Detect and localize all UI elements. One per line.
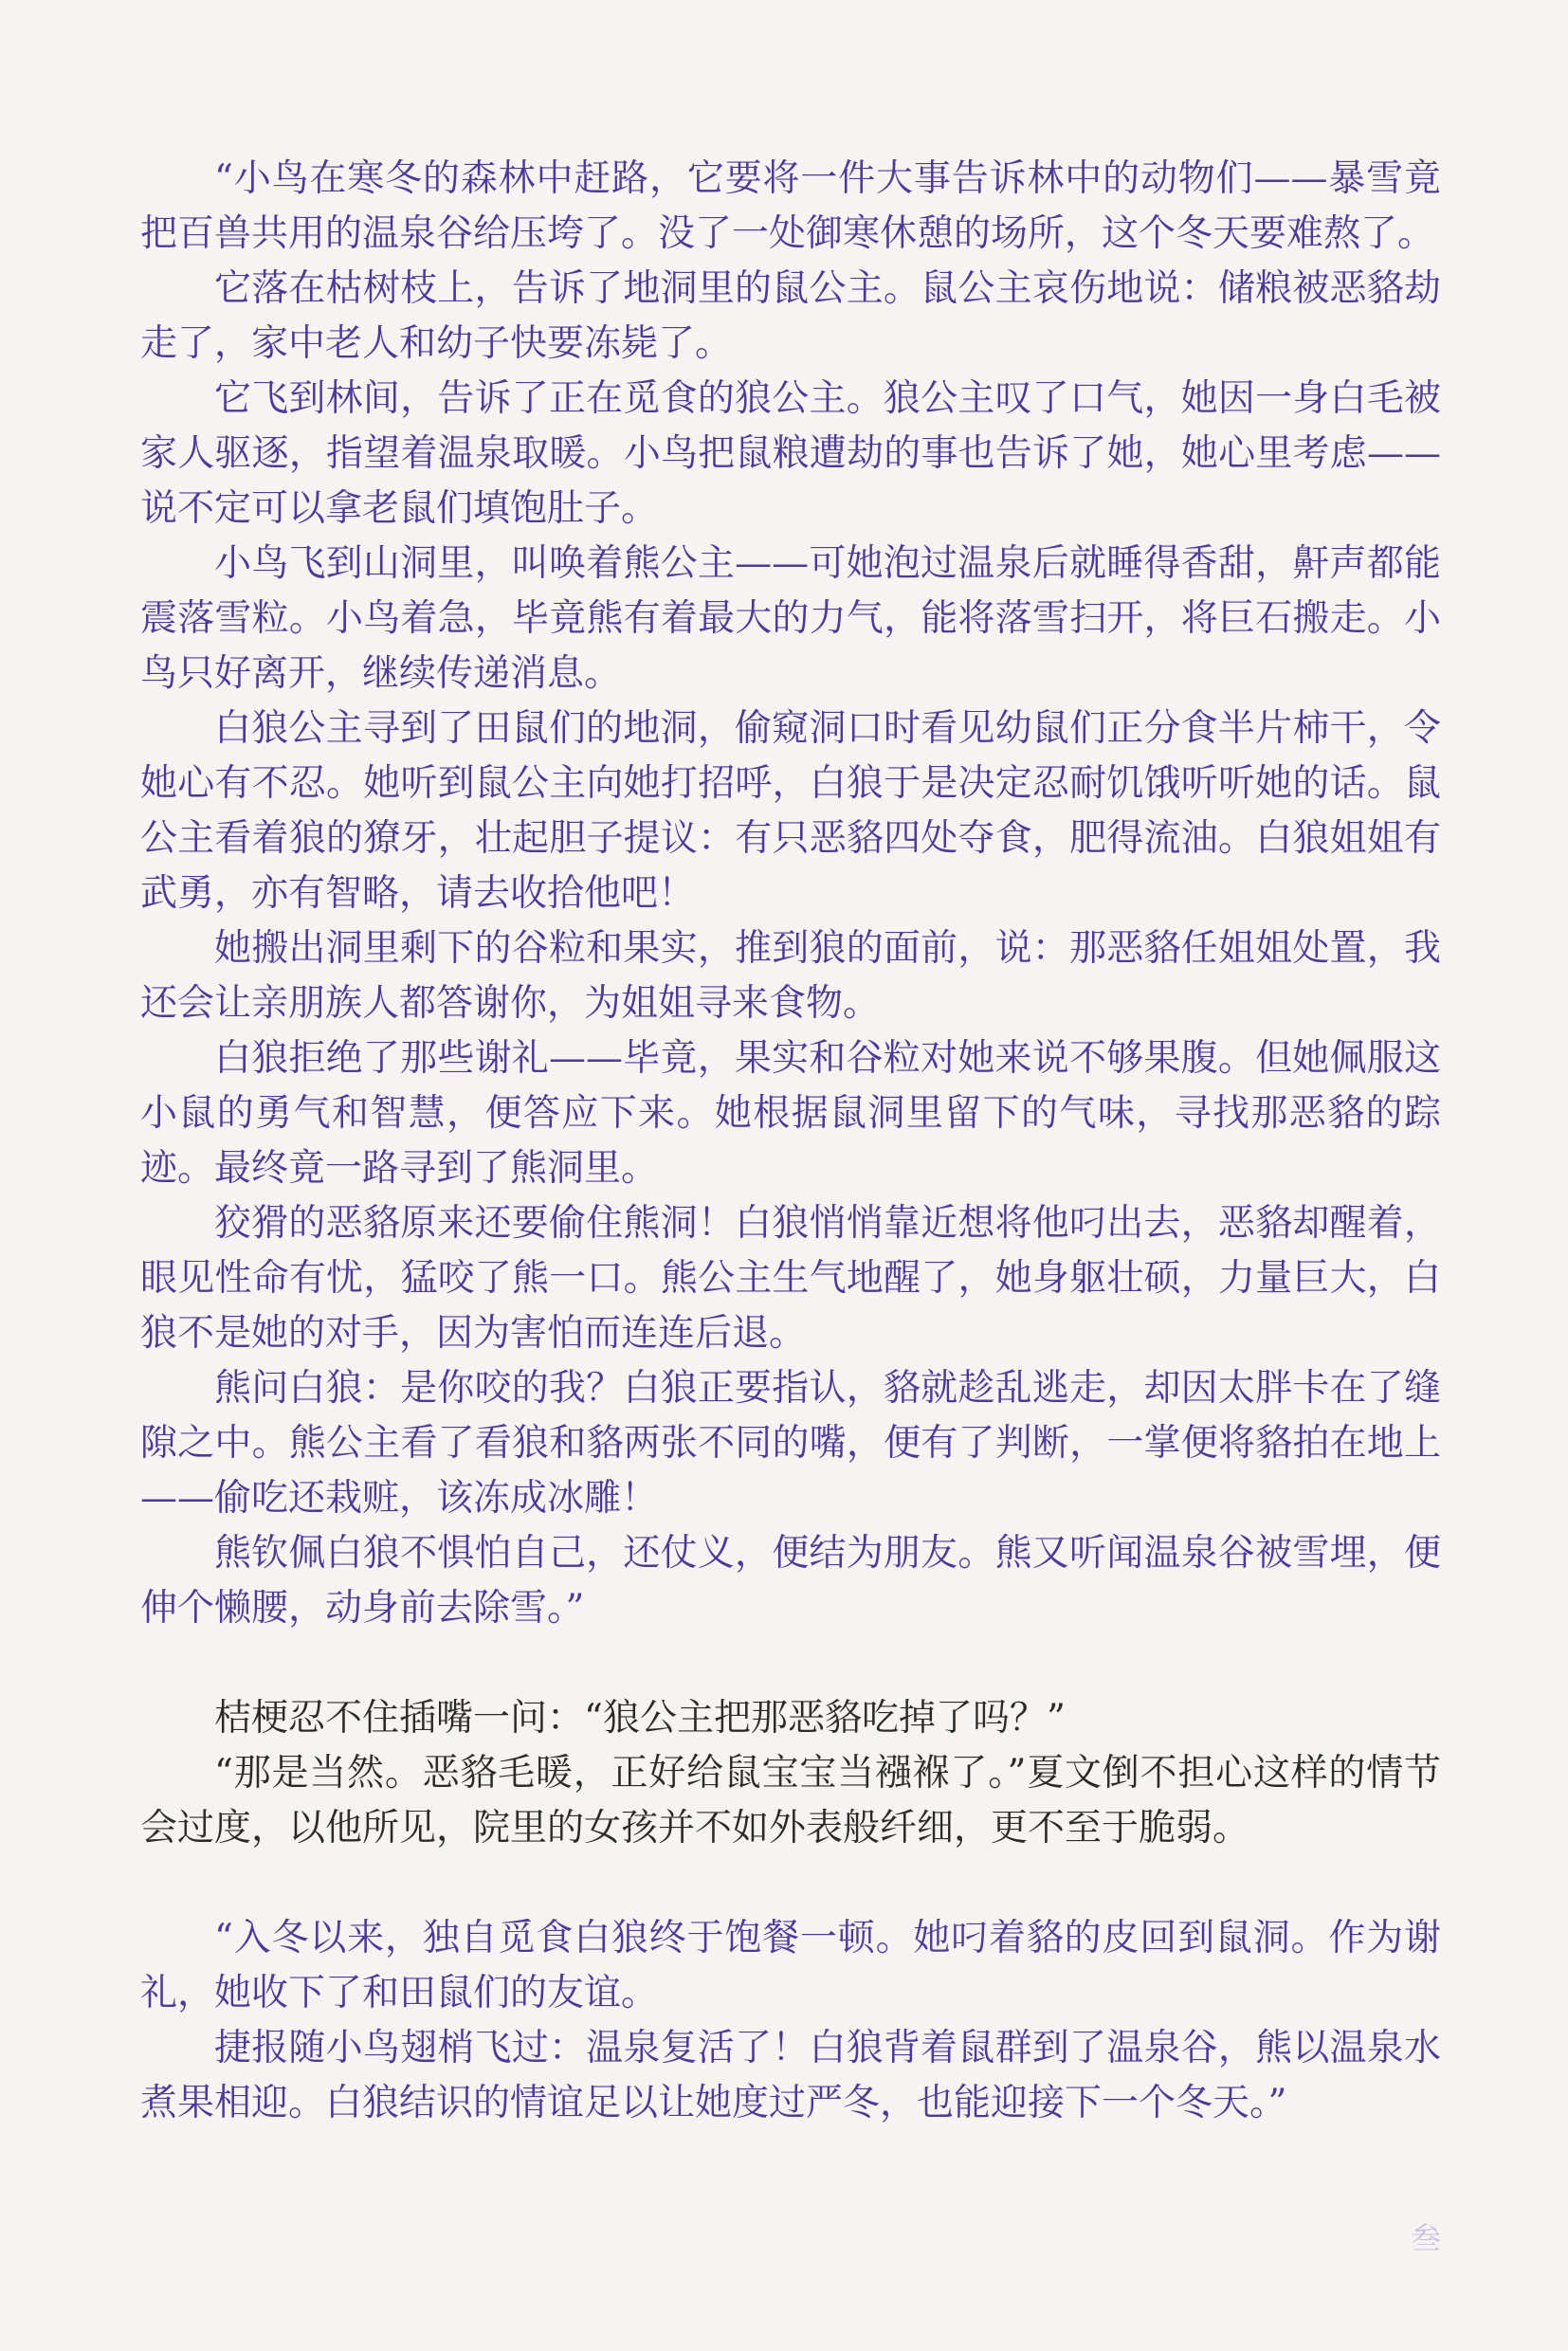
page-number: 叁 [1411, 2220, 1442, 2256]
story-paragraph: 白狼拒绝了那些谢礼——毕竟，果实和谷粒对她来说不够果腹。但她佩服这小鼠的勇气和智慧，便答应下来。她根据鼠洞里留下的气味，寻找那恶貉的踪迹。最终竟一路寻到了熊洞里。 [140, 1037, 1441, 1190]
narration-section [140, 1691, 1441, 1856]
story-paragraph: 狡猾的恶貉原来还要偷住熊洞！白狼悄悄靠近想将他叼出去，恶貉却醒着，眼见性命有忧，猛咬了熊一口。熊公主生气地醒了，她身躯壮硕，力量巨大，白狼不是她的对手，因为害怕而连连后退。 [140, 1202, 1441, 1355]
story-paragraph: 小鸟飞到山洞里，叫唤着熊公主——可她泡过温泉后就睡得香甜，鼾声都能震落雪粒。小鸟着急，毕竟熊有着最大的力气，能将落雪扫开，将巨石搬走。小鸟只好离开，继续传递消息。 [140, 542, 1441, 695]
narration-paragraph: 桔梗忍不住插嘴一问：“狼公主把那恶貉吃掉了吗？” [214, 1697, 1066, 1740]
story-paragraph: 熊问白狼：是你咬的我？白狼正要指认，貉就趁乱逃走，却因太胖卡在了缝隙之中。熊公主看了看狼和貉两张不同的嘴，便有了判断，一掌便将貉拍在地上——偷吃还栽赃，该冻成冰雕！ [140, 1367, 1441, 1520]
story-paragraph: 它落在枯树枝上，告诉了地洞里的鼠公主。鼠公主哀伤地说：储粮被恶貉劫走了，家中老人和幼子快要冻毙了。 [140, 267, 1441, 365]
section-gap [140, 1856, 1441, 1911]
story-paragraph: 捷报随小鸟翅梢飞过：温泉复活了！白狼背着鼠群到了温泉谷，熊以温泉水煮果相迎。白狼结识的情谊足以让她度过严冬，也能迎接下一个冬天。” [140, 2027, 1441, 2124]
story-paragraph: “入冬以来，独自觅食白狼终于饱餐一顿。她叼着貉的皮回到鼠洞。作为谢礼，她收下了和田鼠们的友谊。 [140, 1917, 1441, 2014]
section-gap [140, 1636, 1441, 1691]
story-section-1 [140, 152, 1441, 1636]
story-paragraph: 白狼公主寻到了田鼠们的地洞，偷窥洞口时看见幼鼠们正分食半片柿干，令她心有不忍。她听到鼠公主向她打招呼，白狼于是决定忍耐饥饿听听她的话。鼠公主看着狼的獠牙，壮起胆子提议：有只恶貉四处夺食，肥得流油。白狼姐姐有武勇，亦有智略，请去收拾他吧！ [140, 707, 1441, 915]
story-paragraph: 它飞到林间，告诉了正在觅食的狼公主。狼公主叹了口气，她因一身白毛被家人驱逐，指望着温泉取暖。小鸟把鼠粮遭劫的事也告诉了她，她心里考虑——说不定可以拿老鼠们填饱肚子。 [140, 377, 1441, 530]
narration-paragraph: “那是当然。恶貉毛暖，正好给鼠宝宝当襁褓了。”夏文倒不担心这样的情节会过度，以他所见，院里的女孩并不如外表般纤细，更不至于脆弱。 [140, 1752, 1441, 1850]
story-paragraph: 熊钦佩白狼不惧怕自己，还仗义，便结为朋友。熊又听闻温泉谷被雪埋，便伸个懒腰，动身前去除雪。” [140, 1532, 1441, 1630]
story-paragraph: “小鸟在寒冬的森林中赶路，它要将一件大事告诉林中的动物们——暴雪竟把百兽共用的温泉谷给压垮了。没了一处御寒休憩的场所，这个冬天要难熬了。 [140, 157, 1441, 255]
story-section-2 [140, 1911, 1441, 2131]
story-paragraph: 她搬出洞里剩下的谷粒和果实，推到狼的面前，说：那恶貉任姐姐处置，我还会让亲朋族人都答谢你，为姐姐寻来食物。 [140, 927, 1441, 1025]
page-body [140, 152, 1441, 2131]
